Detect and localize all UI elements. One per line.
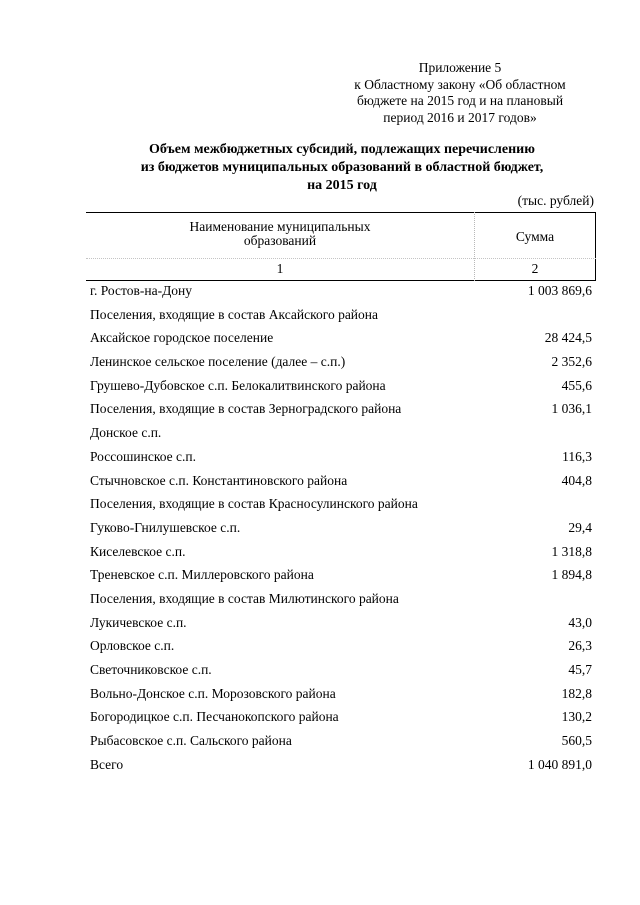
column-number-2: 2 (531, 261, 539, 276)
table-row (90, 473, 592, 497)
row-name: Всего (90, 756, 124, 772)
row-name: Киселевское с.п. (90, 543, 186, 559)
table-row (90, 449, 592, 473)
appendix-reference (330, 60, 590, 126)
appendix-line: к Областному закону «Об областном (354, 76, 566, 92)
units-label: (тыс. рублей) (517, 193, 594, 208)
row-name: Поселения, входящие в состав Зерноградского района (90, 401, 402, 417)
row-amount: 560,5 (561, 733, 592, 749)
row-amount: 2 352,6 (551, 354, 592, 370)
row-amount: 404,8 (561, 472, 592, 488)
row-name: Лукичевское с.п. (90, 614, 187, 630)
row-amount: 1 040 891,0 (527, 756, 592, 772)
table-row (90, 757, 592, 781)
table-row (90, 544, 592, 568)
table-row (90, 496, 592, 520)
row-amount: 182,8 (561, 685, 592, 701)
row-name: Донское с.п. (90, 425, 162, 441)
table-header (86, 212, 596, 281)
row-name: Ленинское сельское поселение (далее – с.п.) (90, 354, 346, 370)
row-amount: 455,6 (561, 377, 592, 393)
column-header-name-line: образований (243, 233, 317, 248)
title-line: Объем межбюджетных субсидий, подлежащих перечислению (149, 142, 535, 157)
row-name: Богородицкое с.п. Песчанокопского района (90, 709, 339, 725)
table-row (90, 307, 592, 331)
row-name: Россошинское с.п. (90, 448, 196, 464)
table-row (90, 591, 592, 615)
header-top-rule (86, 212, 596, 213)
row-amount: 1 003 869,6 (527, 283, 592, 298)
table-row (90, 401, 592, 425)
row-name: Поселения, входящие в состав Красносулинского района (90, 496, 418, 512)
appendix-line: Приложение 5 (418, 60, 502, 75)
column-header-name (86, 220, 474, 248)
row-name: Орловское с.п. (90, 638, 175, 654)
table-row (90, 567, 592, 591)
row-amount: 1 036,1 (551, 401, 592, 417)
row-amount: 1 318,8 (551, 543, 592, 559)
row-name: Вольно-Донское с.п. Морозовского района (90, 685, 336, 701)
row-amount: 26,3 (568, 638, 592, 654)
table-row (90, 520, 592, 544)
table-row (90, 378, 592, 402)
row-amount: 130,2 (561, 709, 592, 725)
row-amount: 28 424,5 (544, 330, 592, 346)
table-row (90, 662, 592, 686)
row-name: Грушево-Дубовское с.п. Белокалитвинского района (90, 377, 386, 393)
column-header-name-line: Наименование муниципальных (189, 219, 371, 234)
appendix-line: бюджете на 2015 год и на плановый (356, 93, 564, 108)
row-name: Аксайское городское поселение (90, 330, 274, 346)
row-name: Поселения, входящие в состав Милютинского района (90, 590, 399, 606)
title-line: из бюджетов муниципальных образований в областной бюджет, (140, 160, 544, 175)
row-name: Рыбасовское с.п. Сальского района (90, 733, 292, 749)
table-row (90, 686, 592, 710)
row-name: Гуково-Гнилушевское с.п. (90, 519, 241, 535)
appendix-line: период 2016 и 2017 годов» (383, 109, 537, 125)
table-row (90, 354, 592, 378)
row-name: Поселения, входящие в состав Аксайского района (90, 306, 379, 322)
row-name: г. Ростов-на-Дону (90, 283, 193, 298)
table-row (90, 283, 592, 307)
row-amount: 116,3 (562, 448, 592, 464)
column-number-1: 1 (276, 261, 284, 276)
table-row (90, 638, 592, 662)
table-row (90, 615, 592, 639)
row-name: Треневское с.п. Миллеровского района (90, 567, 314, 583)
table-row (90, 330, 592, 354)
row-amount: 43,0 (568, 614, 592, 630)
table-row (90, 425, 592, 449)
row-amount: 45,7 (568, 662, 592, 677)
row-amount: 1 894,8 (551, 567, 592, 583)
row-amount: 29,4 (568, 519, 592, 535)
row-name: Стычновское с.п. Константиновского района (90, 472, 348, 488)
table-row (90, 733, 592, 757)
header-bottom-rule (86, 280, 596, 281)
title-line: на 2015 год (307, 178, 377, 193)
table-body (90, 283, 592, 780)
table-row (90, 709, 592, 733)
header-number-row-divider (86, 258, 596, 259)
row-name: Светочниковское с.п. (90, 662, 212, 677)
column-header-sum: Сумма (515, 229, 555, 244)
document-title (90, 141, 594, 195)
